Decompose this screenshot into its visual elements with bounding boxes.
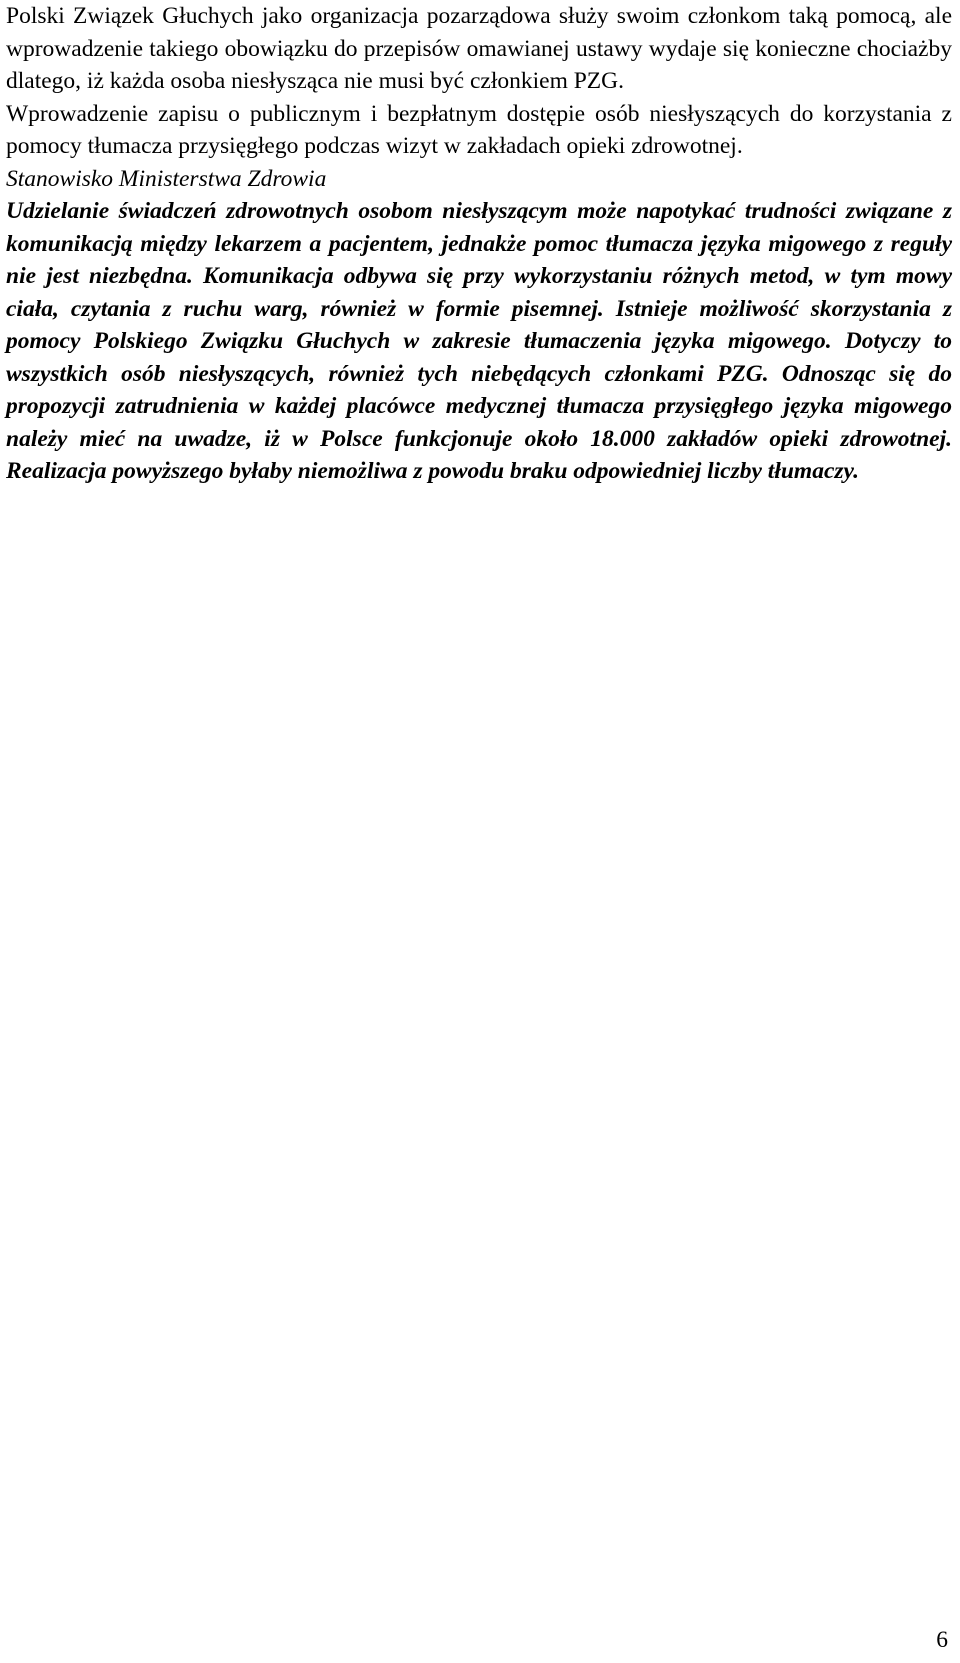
paragraph-interpreter-proposal: Wprowadzenie zapisu o publicznym i bezpłatnym dostępie osób niesłyszących do korzystania z pomocy tłumacza przysięgłego podczas wizyt w zakładach opieki zdrowotnej. (6, 100, 952, 159)
ministry-position-text: Udzielanie świadczeń zdrowotnych osobom niesłyszącym może napotykać trudności związane z komunikacją między lekarzem a pacjentem, jednakże pomoc tłumacza języka migowego z reguły nie jest niezbędna. Komunikacja odbywa się przy wykorzystaniu różnych metod, w tym mowy ciała, czytania z ruchu warg, również w formie pisemnej. Istnieje możliwość skorzystania z pomocy Polskiego Związku Głuchych w zakresie tłumaczenia języka migowego. Dotyczy to wszystkich osób niesłyszących, również tych niebędących członkami PZG. Odnosząc się do propozycji zatrudnienia w każdej placówce medycznej tłumacza przysięgłego języka migowego należy mieć na uwadze, iż w Polsce funkcjonuje około 18.000 zakładów opieki zdrowotnej. Realizacja powyższego byłaby niemożliwa z powodu braku odpowiedniej liczby tłumaczy. (6, 198, 952, 484)
paragraph-pzg-membership: Polski Związek Głuchych jako organizacja pozarządowa służy swoim członkom taką pomocą, ale wprowadzenie takiego obowiązku do przepisów omawianej ustawy wydaje się konieczne chociażby dlatego, iż każda osoba niesłysząca nie musi być członkiem PZG. (6, 3, 952, 94)
document-page (6, 0, 952, 488)
page-number: 6 (936, 1627, 948, 1653)
section-heading: Stanowisko Ministerstwa Zdrowia (6, 165, 327, 192)
